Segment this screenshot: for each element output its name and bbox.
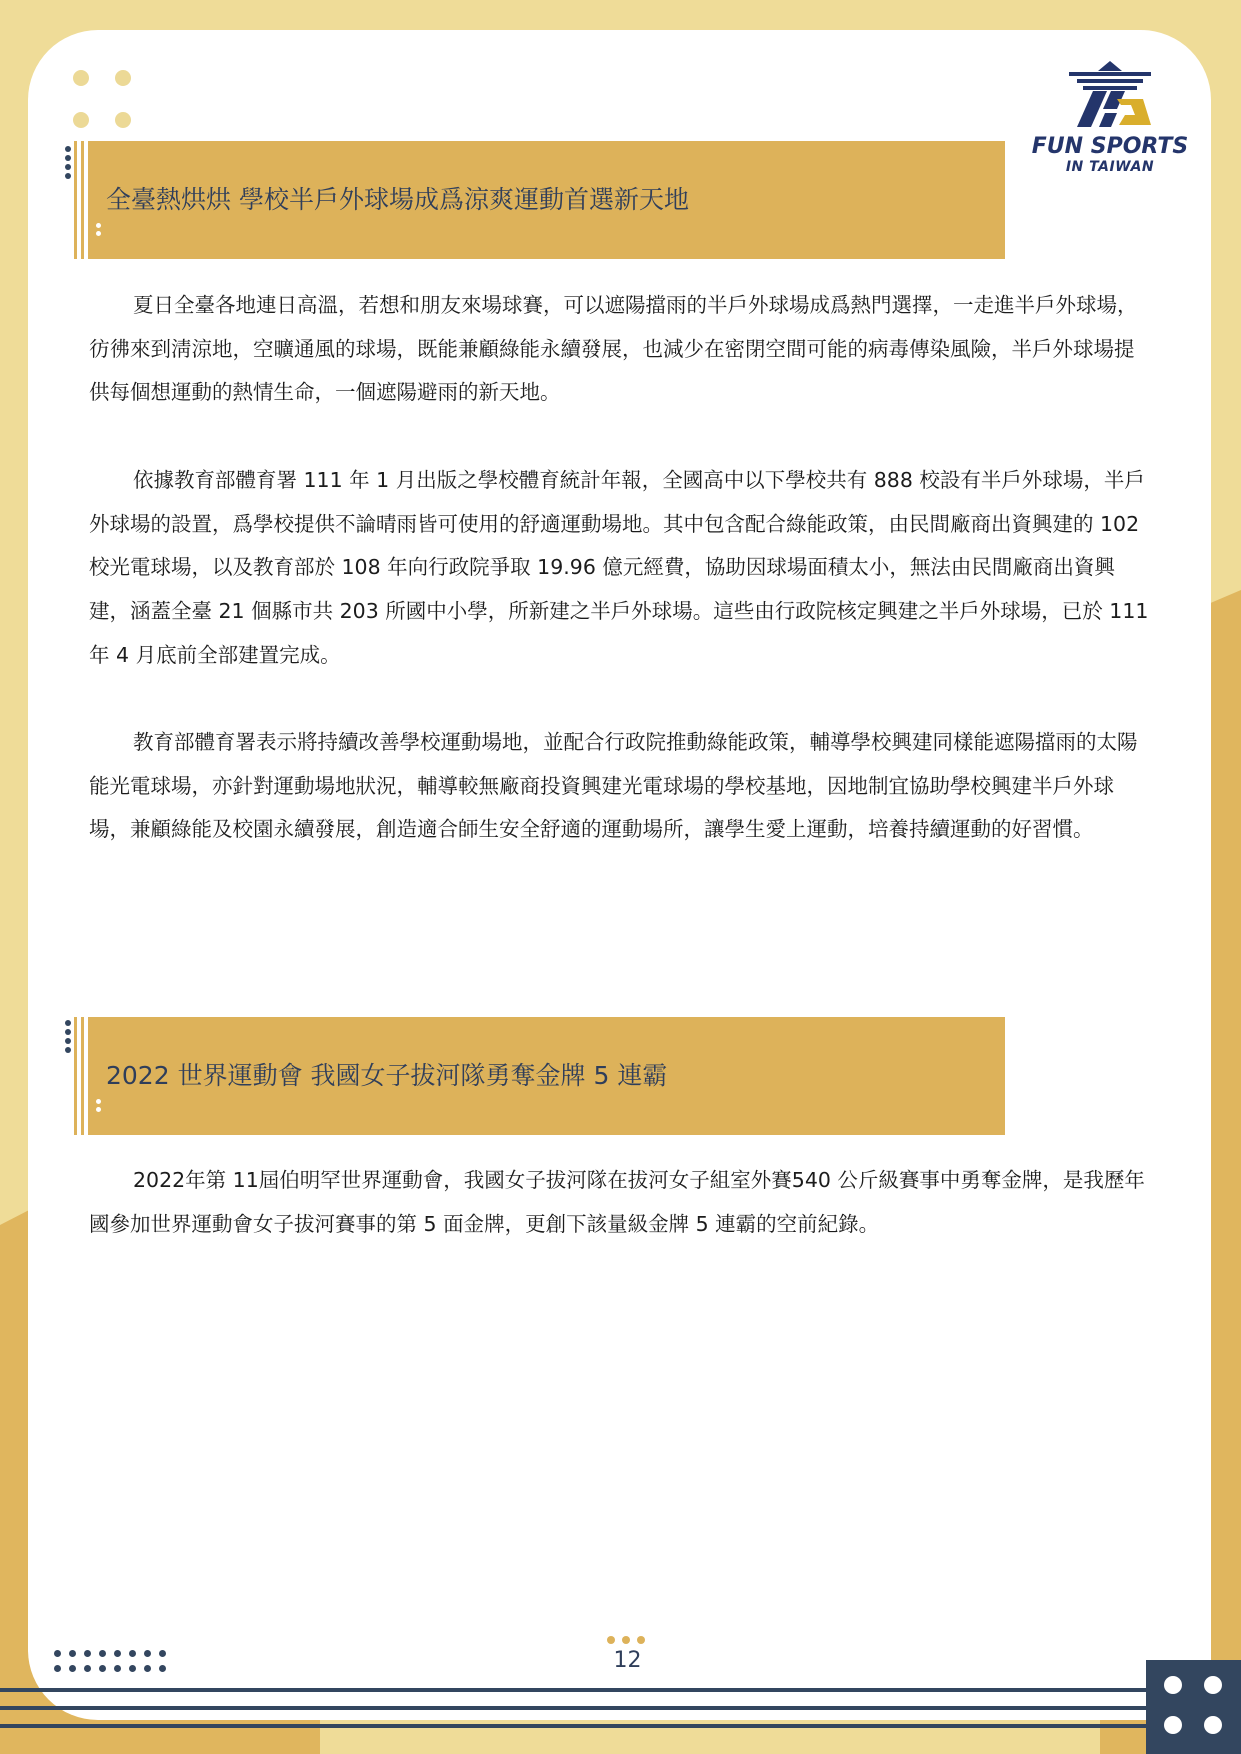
banner-accent-bar: [81, 141, 84, 259]
body-paragraph: 教育部體育署表示將持續改善學校運動場地，並配合行政院推動綠能政策，輔導學校興建同樣能遮陽擋雨的太陽能光電球場，亦針對運動場地狀況，輔導較無廠商投資興建光電球場的學校基地，因地制宜協助學校興建半戶外球場，兼顧綠能及校園永續發展，創造適合師生安全舒適的運動場所，讓學生愛上運動，培養持續運動的好習慣。: [89, 730, 1138, 842]
logo-line-2: IN TAIWAN: [1065, 159, 1155, 175]
banner-white-dots-icon: [96, 1099, 102, 1115]
banner-accent-bar: [74, 1017, 77, 1135]
section-title-banner: [88, 141, 1005, 259]
section-title-banner: [88, 1017, 1005, 1135]
body-paragraph: 夏日全臺各地連日高溫，若想和朋友來場球賽，可以遮陽擋雨的半戶外球場成爲熱門選擇，一走進半戶外球場，彷彿來到淸涼地，空曠通風的球場，既能兼顧綠能永續發展，也減少在密閉空間可能的病毒傳染風險，半戶外球場提供每個想運動的熱情生命，一個遮陽避雨的新天地。: [89, 293, 1138, 405]
banner-dots-icon: [65, 146, 71, 182]
decorative-dots: [73, 70, 133, 130]
banner-dots-icon: [65, 1020, 71, 1056]
banner-accent-bar: [81, 1017, 84, 1135]
section-title: 全臺熱烘烘 學校半戶外球場成爲涼爽運動首選新天地: [106, 185, 689, 214]
section-title: 2022 世界運動會 我國女子拔河隊勇奪金牌 5 連霸: [106, 1061, 668, 1090]
body-paragraph: 2022年第 11屆伯明罕世界運動會，我國女子拔河隊在拔河女子組室外賽540 公斤級賽事中勇奪金牌，是我歷年國參加世界運動會女子拔河賽事的第 5 面金牌，更創下該量級金牌 5 連霸的空前紀錄。: [89, 1168, 1145, 1236]
page-number-dots-icon: [607, 1636, 647, 1644]
logo-wordmark: [1025, 136, 1195, 174]
footer-lines: [0, 1680, 1241, 1740]
logo-line-1: FUN SPORTS: [1031, 134, 1189, 159]
footer-dots-icon: [54, 1650, 174, 1680]
page-number: 12: [613, 1648, 642, 1673]
body-paragraph: 依據教育部體育署 111 年 1 月出版之學校體育統計年報，全國高中以下學校共有 888 校設有半戶外球場，半戶外球場的設置，爲學校提供不論晴雨皆可使用的舒適運動場地。其中包含配合綠能政策，由民間廠商出資興建的 102 校光電球場，以及教育部於 108 年向行政院爭取 19.96 億元經費，協助因球場面積太小，無法由民間廠商出資興建，涵蓋全臺 21 個縣市共 203 所國中小學，所新建之半戶外球場。這些由行政院核定興建之半戶外球場，已於 111 年 4 月底前全部建置完成。: [89, 468, 1149, 667]
banner-accent-bar: [74, 141, 77, 259]
corner-dots-block: [1146, 1660, 1241, 1754]
banner-white-dots-icon: [96, 223, 102, 239]
